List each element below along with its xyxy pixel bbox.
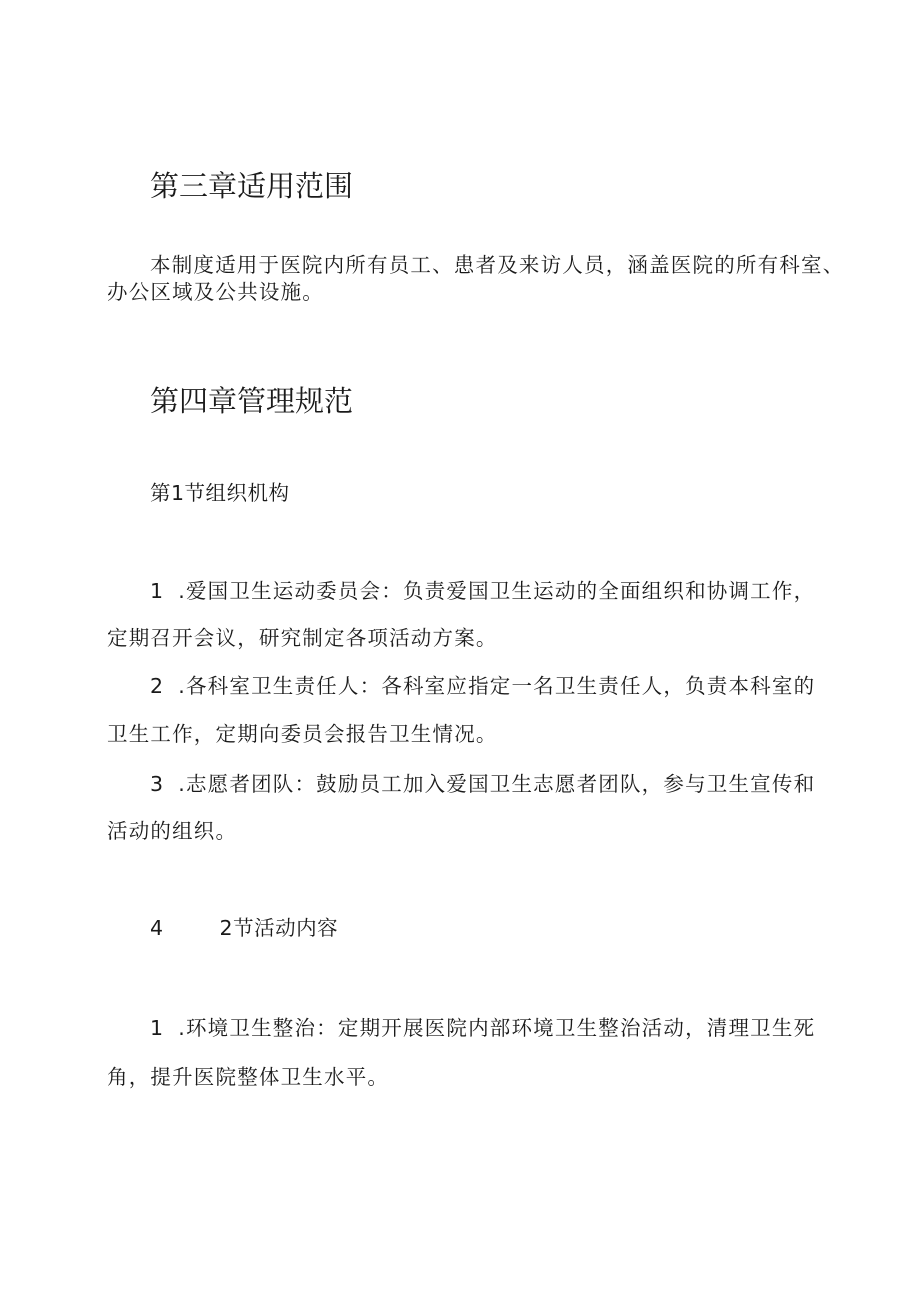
item-text: .环境卫生整治：定期开展医院内部环境卫生整治活动，清理卫生死 bbox=[178, 1016, 816, 1040]
item-text: .志愿者团队：鼓励员工加入爱国卫生志愿者团队，参与卫生宣传和 bbox=[178, 772, 816, 796]
section-2-item-1-line-2: 角，提升医院整体卫生水平。 bbox=[107, 1065, 390, 1089]
section-1-item-2-line-2: 卫生工作，定期向委员会报告卫生情况。 bbox=[107, 722, 498, 746]
item-text: .各科室卫生责任人：各科室应指定一名卫生责任人，负责本科室的 bbox=[178, 674, 816, 698]
section-2-item-1-line-1 bbox=[150, 1003, 815, 1053]
section-1-item-3-line-2: 活动的组织。 bbox=[107, 819, 238, 843]
chapter-4-title: 第四章管理规范 bbox=[150, 384, 354, 418]
item-number: 2 bbox=[150, 674, 165, 698]
section-1-item-3-line-1 bbox=[150, 759, 815, 809]
section-1-item-2-line-1 bbox=[150, 661, 815, 711]
section-1-item-1-line-1 bbox=[150, 566, 815, 616]
item-number: 3 bbox=[150, 772, 165, 796]
section-2-prefix: 4 bbox=[150, 916, 164, 940]
chapter-3-paragraph-line-1: 本制度适用于医院内所有员工、患者及来访人员，涵盖医院的所有科室、 bbox=[150, 253, 845, 277]
item-text: .爱国卫生运动委员会：负责爱国卫生运动的全面组织和协调工作， bbox=[178, 579, 816, 603]
section-1-item-1-line-2: 定期召开会议，研究制定各项活动方案。 bbox=[107, 626, 498, 650]
chapter-3-title: 第三章适用范围 bbox=[150, 169, 354, 203]
section-1-title: 第1节组织机构 bbox=[150, 481, 290, 505]
section-2-title bbox=[150, 913, 338, 943]
section-2-title-text: 2节活动内容 bbox=[219, 916, 339, 940]
chapter-3-paragraph-line-2: 办公区域及公共设施。 bbox=[107, 280, 324, 304]
item-number: 1 bbox=[150, 579, 165, 603]
item-number: 1 bbox=[150, 1016, 165, 1040]
